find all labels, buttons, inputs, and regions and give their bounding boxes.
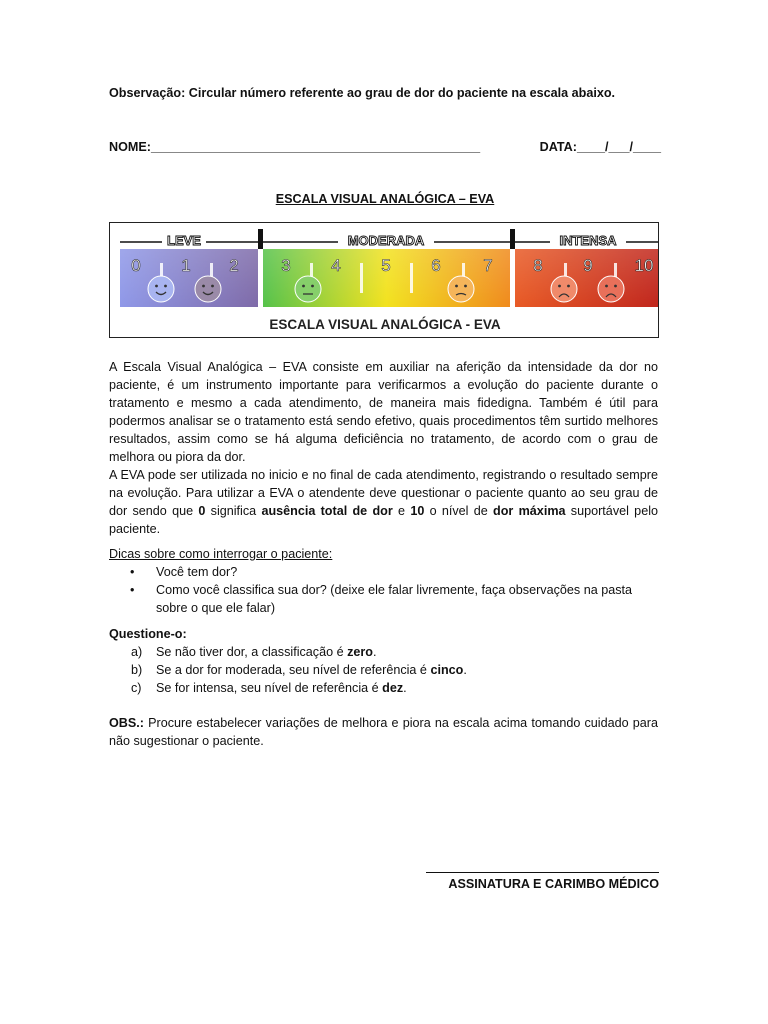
ten-value: 10: [410, 504, 425, 518]
scale-number-9[interactable]: 9: [583, 256, 593, 275]
scale-number-2[interactable]: 2: [229, 256, 239, 275]
eva-scale-figure: [109, 222, 659, 338]
obs-label: OBS.:: [109, 716, 144, 730]
divider-moderada-intensa: [510, 229, 515, 249]
list-item: • Você tem dor?: [130, 565, 238, 579]
page-title: ESCALA VISUAL ANALÓGICA – EVA: [275, 192, 495, 206]
scale-number-8[interactable]: 8: [533, 256, 543, 275]
paragraph-usage: A EVA pode ser utilizada no inicio e no final de cada atendimento, registrando o resultado sempre na evolução. Para utilizar a EVA o atendente deve questionar o paciente quanto ao seu grau de dor sendo que 0 significa ausência total de dor e 10 o nível de dor máxima suportável pelo paciente.: [109, 468, 658, 536]
neutral-face-icon: [295, 276, 321, 302]
eva-scale-graphic: [110, 223, 659, 338]
tips-heading: Dicas sobre como interrogar o paciente:: [109, 547, 333, 561]
zero-value: 0: [198, 504, 206, 518]
happy-face-icon: [195, 276, 221, 302]
happy-face-icon: [148, 276, 174, 302]
scale-number-6[interactable]: 6: [431, 256, 441, 275]
list-item: a) Se não tiver dor, a classificação é zero.: [131, 645, 377, 659]
date-field[interactable]: DATA:____/___/____: [539, 140, 661, 154]
name-label: NOME:: [109, 140, 151, 154]
no-pain-phrase: ausência total de dor: [261, 504, 393, 518]
sad-face-icon: [598, 276, 624, 302]
list-item: b) Se a dor for moderada, seu nível de referência é cinco.: [131, 663, 467, 677]
obs-note: OBS.: Procure estabelecer variações de melhora e piora na escala acima tomando cuidado para não sugestionar o paciente.: [109, 716, 658, 748]
scale-number-5[interactable]: 5: [381, 256, 391, 275]
list-item: c) Se for intensa, seu nível de referência é dez.: [131, 681, 407, 695]
questione-heading: Questione-o:: [109, 627, 187, 641]
tips-list: [109, 563, 658, 617]
separator-mark: [360, 263, 363, 293]
observation-instruction: Observação: Circular número referente ao grau de dor do paciente na escala abaixo.: [109, 86, 616, 100]
worried-face-icon: [448, 276, 474, 302]
scale-number-3[interactable]: 3: [281, 256, 291, 275]
scale-number-0[interactable]: 0: [131, 256, 141, 275]
name-blank: _______________________________________________: [150, 140, 481, 154]
questione-list: [109, 643, 658, 697]
signature-label: ASSINATURA E CARIMBO MÉDICO: [448, 877, 659, 891]
scale-caption: ESCALA VISUAL ANALÓGICA - EVA: [269, 317, 501, 332]
separator-mark: [410, 263, 413, 293]
sad-face-icon: [551, 276, 577, 302]
name-date-row: [109, 138, 661, 156]
scale-number-4[interactable]: 4: [331, 256, 341, 275]
band-label-leve: LEVE: [167, 233, 201, 248]
description-paragraph: [109, 358, 658, 538]
scale-number-7[interactable]: 7: [483, 256, 493, 275]
scale-number-1[interactable]: 1: [181, 256, 191, 275]
signature-line: [426, 872, 659, 873]
max-pain-phrase: dor máxima: [493, 504, 566, 518]
paragraph-intro: A Escala Visual Analógica – EVA consiste em auxiliar na aferição da intensidade da dor no paciente, é um instrumento importante para verificarmos a evolução do paciente durante o tratamento e mesmo a cada atendimento, de maneira mais fidedigna. Também é útil para podermos analisar se o tratamento está sendo efetivo, quais procedimentos têm surtido melhores resultados, assim como se há alguma deficiência no tratamento, de acordo com o grau de melhora ou piora da dor.: [109, 360, 658, 464]
scale-number-10[interactable]: 10: [634, 256, 654, 275]
band-label-intensa: INTENSA: [559, 233, 617, 248]
name-field[interactable]: [109, 138, 480, 156]
band-label-moderada: MODERADA: [347, 233, 425, 248]
divider-leve-moderada: [258, 229, 263, 249]
list-item: • Como você classifica sua dor? (deixe ele falar livremente, faça observações na pasta sobre o que ele falar): [130, 583, 633, 615]
